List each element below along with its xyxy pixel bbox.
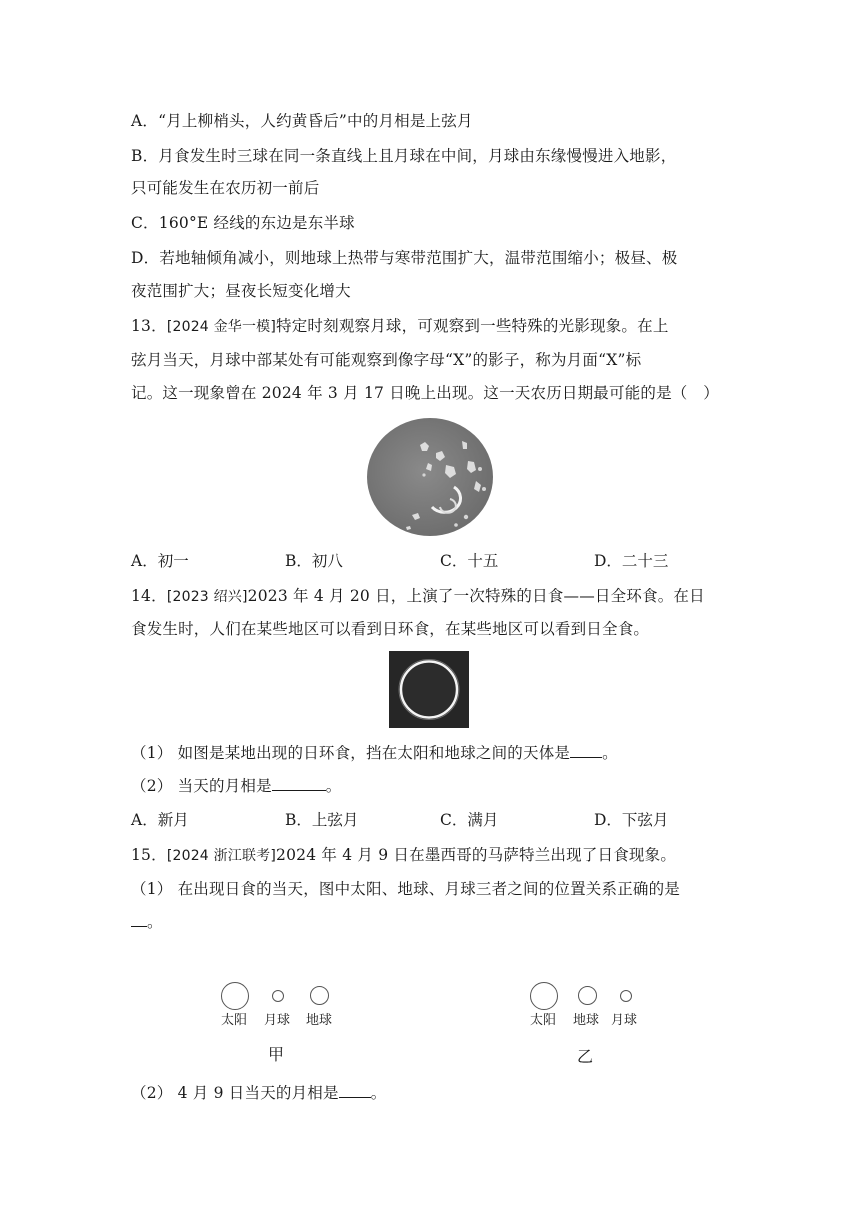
q14-line1: [131, 586, 705, 607]
q13-option-d: D．二十三: [594, 552, 669, 570]
q14-line2: 食发生时，人们在某些地区可以看到日环食，在某些地区可以看到日全食。: [131, 620, 650, 638]
q14-sub1-period: 。: [602, 744, 618, 762]
q13-text: 特定时刻观察月球，可观察到一些特殊的光影现象。在上: [276, 317, 669, 335]
label-earth-yi: 地球: [573, 1013, 600, 1028]
q12-option-d-line2: 夜范围扩大；昼夜长短变化增大: [131, 282, 351, 300]
annular-eclipse-photo: [389, 651, 469, 728]
q15-sub1-period: 。: [147, 913, 163, 931]
q15-sub2-period: 。: [370, 1084, 387, 1102]
caption-jia: 甲: [268, 1045, 285, 1064]
q14-text: 2023 年 4 月 20 日，上演了一次特殊的日食——日全环食。在日: [247, 587, 705, 605]
q15-source-tag: [2024 浙江联考]: [166, 848, 277, 864]
label-moon-jia: 月球: [264, 1013, 291, 1028]
label-sun-yi: 太阳: [530, 1013, 557, 1028]
q14-option-c: C．满月: [440, 811, 499, 829]
q15-number: 15．: [131, 846, 167, 864]
q14-source-tag: [2023 绍兴]: [166, 589, 248, 605]
q15-sub2-text: （2） 4 月 9 日当天的月相是: [131, 1084, 339, 1102]
q14-number: 14．: [131, 587, 167, 605]
q14-sub1-blank: [570, 743, 602, 758]
q14-sub1-text: （1） 如图是某地出现的日环食，挡在太阳和地球之间的天体是: [131, 744, 571, 762]
q13-line1: [131, 316, 669, 337]
moon-photo: [366, 417, 494, 537]
label-sun-jia: 太阳: [221, 1013, 248, 1028]
q15-sub2: [131, 1083, 386, 1103]
caption-yi: 乙: [577, 1047, 594, 1066]
q14-sub2-blank: [272, 776, 326, 791]
q12-option-b-line1: B．月食发生时三球在同一条直线上且月球在中间，月球由东缘慢慢进入地影，: [131, 147, 677, 165]
q14-option-b: B．上弦月: [285, 811, 359, 829]
sun-circle-jia: [221, 982, 249, 1010]
label-moon-yi: 月球: [611, 1013, 638, 1028]
q13-number: 13．: [131, 317, 167, 335]
q13-option-c: C．十五: [440, 552, 499, 570]
q13-source-tag: [2024 金华一模]: [166, 319, 277, 335]
q13-line3: 记。这一现象曾在 2024 年 3 月 17 日晚上出现。这一天农历日期最可能的是（ ）: [131, 384, 719, 402]
q15-sub1-line1: （1） 在出现日食的当天，图中太阳、地球、月球三者之间的位置关系正确的是: [131, 880, 680, 898]
q15-line1: [131, 845, 676, 866]
q13-option-b: B．初八: [285, 552, 343, 570]
q14-sub2: [131, 776, 342, 796]
moon-circle-jia: [272, 990, 284, 1002]
q15-text: 2024 年 4 月 9 日在墨西哥的马萨特兰出现了日食现象。: [276, 846, 677, 864]
q14-sub1: [131, 743, 618, 763]
earth-circle-jia: [310, 986, 329, 1005]
q12-option-b-line2: 只可能发生在农历初一前后: [131, 179, 320, 197]
q14-sub2-text: （2） 当天的月相是: [131, 777, 272, 795]
q15-sub1-line2: [131, 912, 163, 932]
q14-option-d: D．下弦月: [594, 811, 669, 829]
q14-sub2-period: 。: [325, 777, 342, 795]
q12-option-a: A．“月上柳梢头，人约黄昏后”中的月相是上弦月: [131, 112, 473, 130]
sun-circle-yi: [530, 982, 558, 1010]
q12-option-c: C．160°E 经线的东边是东半球: [131, 214, 355, 232]
q13-line2: 弦月当天，月球中部某处有可能观察到像字母“X”的影子，称为月面“X”标: [131, 351, 642, 369]
q15-sub1-blank: [131, 912, 147, 927]
q14-option-a: A．新月: [131, 811, 189, 829]
q12-option-d-line1: D．若地轴倾角减小，则地球上热带与寒带范围扩大，温带范围缩小；极昼、极: [131, 249, 678, 267]
label-earth-jia: 地球: [306, 1013, 333, 1028]
q15-sub2-blank: [339, 1083, 371, 1098]
moon-circle-yi: [620, 990, 632, 1002]
earth-circle-yi: [578, 986, 597, 1005]
q13-option-a: A．初一: [131, 552, 189, 570]
